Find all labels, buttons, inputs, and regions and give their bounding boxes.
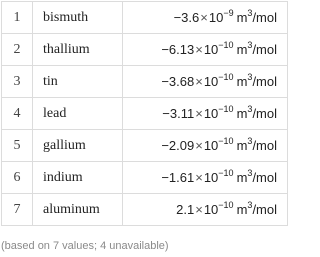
value-exponent: −10	[218, 72, 234, 82]
results-table-body	[2, 2, 288, 226]
unit-label	[237, 170, 277, 185]
value-exponent: −10	[218, 200, 234, 210]
unit-label	[237, 138, 277, 153]
table-row	[2, 130, 288, 162]
table-row	[2, 2, 288, 34]
value-mantissa: −3.11	[162, 106, 195, 121]
value-cell	[123, 162, 288, 194]
row-index: 7	[2, 194, 33, 226]
element-name: gallium	[33, 130, 123, 162]
unit-base: m	[236, 74, 248, 89]
unit-tail: /mol	[252, 170, 277, 185]
unit-tail: /mol	[252, 10, 277, 25]
value-exponent: −10	[218, 168, 234, 178]
value-exponent: −10	[218, 136, 234, 146]
unit-label	[237, 74, 277, 89]
unit-base: m	[236, 42, 248, 57]
row-index: 3	[2, 66, 33, 98]
footnote: (based on 7 values; 4 unavailable)	[1, 240, 169, 252]
element-name: tin	[33, 66, 123, 98]
unit-exponent: 3	[247, 40, 253, 50]
times-symbol: ×	[195, 170, 203, 185]
element-name: bismuth	[33, 2, 123, 34]
value-exponent: −10	[218, 104, 234, 114]
times-symbol: ×	[195, 138, 203, 153]
element-name: aluminum	[33, 194, 123, 226]
value-mantissa: 2.1	[176, 202, 195, 217]
times-symbol: ×	[195, 42, 203, 57]
unit-base: m	[236, 106, 248, 121]
unit-exponent: 3	[247, 104, 253, 114]
results-table	[1, 1, 288, 226]
row-index: 2	[2, 34, 33, 66]
unit-base: m	[236, 10, 248, 25]
table-row	[2, 194, 288, 226]
unit-base: m	[236, 170, 248, 185]
unit-tail: /mol	[252, 106, 277, 121]
unit-label	[237, 202, 277, 217]
element-name: lead	[33, 98, 123, 130]
table-row	[2, 162, 288, 194]
value-base: 10	[203, 202, 219, 217]
value-cell	[123, 66, 288, 98]
unit-exponent: 3	[247, 8, 253, 18]
value-cell	[123, 98, 288, 130]
times-symbol: ×	[195, 74, 203, 89]
value-cell	[123, 130, 288, 162]
element-name: indium	[33, 162, 123, 194]
value-mantissa: −3.68	[161, 74, 195, 89]
unit-label	[237, 106, 277, 121]
table-row	[2, 34, 288, 66]
unit-exponent: 3	[247, 168, 253, 178]
value-cell	[123, 2, 288, 34]
unit-label	[237, 42, 277, 57]
unit-base: m	[236, 138, 248, 153]
unit-base: m	[236, 202, 248, 217]
value-mantissa: −3.6	[173, 10, 200, 25]
row-index: 5	[2, 130, 33, 162]
row-index: 4	[2, 98, 33, 130]
times-symbol: ×	[195, 106, 203, 121]
row-index: 6	[2, 162, 33, 194]
value-mantissa: −1.61	[161, 170, 195, 185]
unit-tail: /mol	[252, 202, 277, 217]
value-base: 10	[203, 74, 219, 89]
value-base: 10	[208, 10, 224, 25]
value-base: 10	[203, 170, 219, 185]
unit-tail: /mol	[252, 74, 277, 89]
unit-exponent: 3	[247, 200, 253, 210]
unit-tail: /mol	[252, 138, 277, 153]
table-row	[2, 98, 288, 130]
value-base: 10	[203, 138, 219, 153]
value-mantissa: −2.09	[161, 138, 195, 153]
times-symbol: ×	[200, 10, 208, 25]
element-name: thallium	[33, 34, 123, 66]
value-base: 10	[203, 106, 219, 121]
value-exponent: −9	[223, 8, 234, 18]
unit-exponent: 3	[247, 136, 253, 146]
value-exponent: −10	[218, 40, 234, 50]
row-index: 1	[2, 2, 33, 34]
unit-label	[237, 10, 277, 25]
value-base: 10	[203, 42, 219, 57]
value-cell	[123, 194, 288, 226]
times-symbol: ×	[195, 202, 203, 217]
value-mantissa: −6.13	[161, 42, 195, 57]
table-row	[2, 66, 288, 98]
unit-tail: /mol	[252, 42, 277, 57]
value-cell	[123, 34, 288, 66]
unit-exponent: 3	[247, 72, 253, 82]
